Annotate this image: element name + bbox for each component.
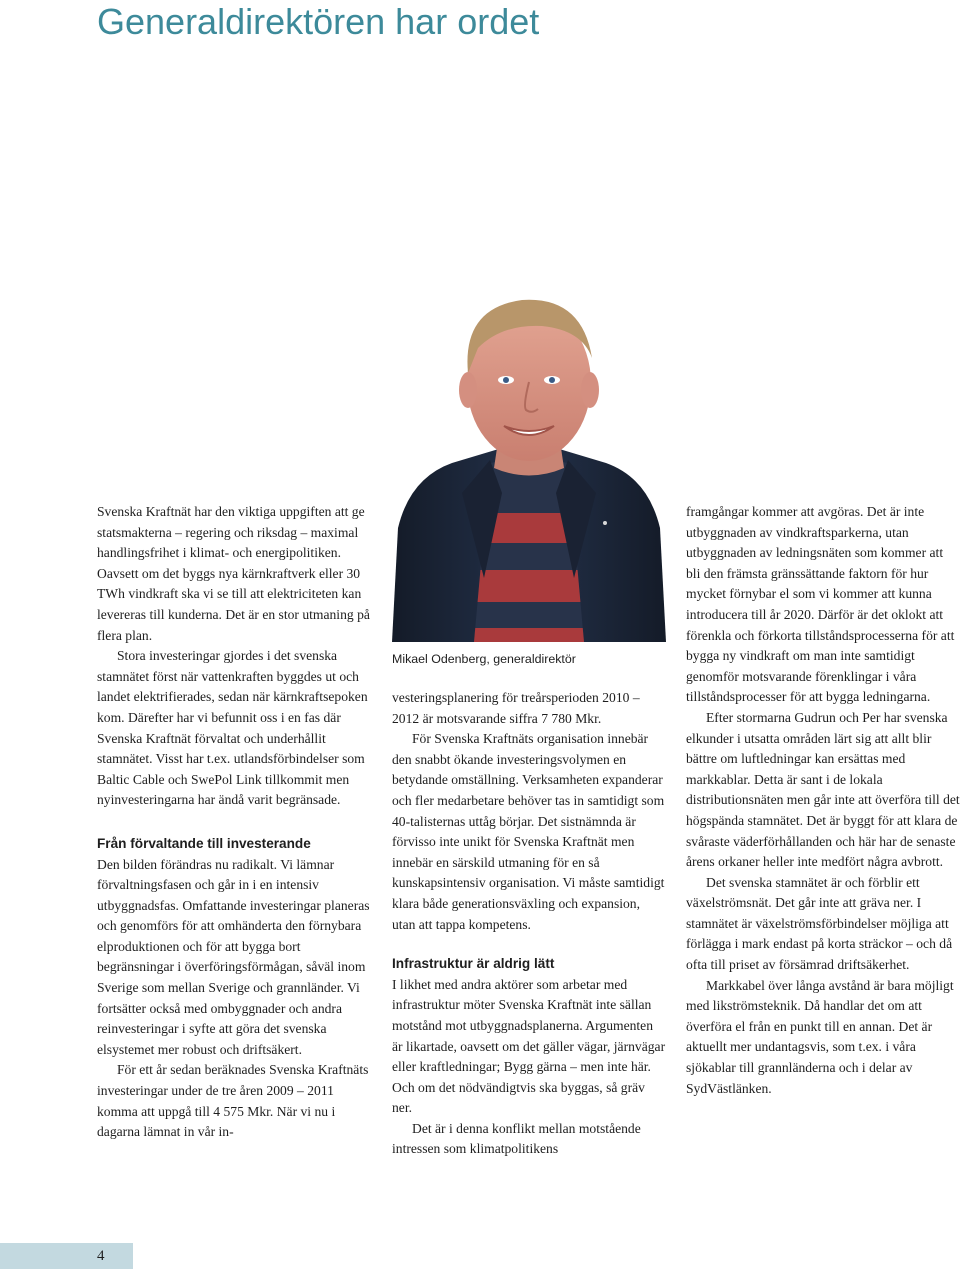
paragraph: Markkabel över långa avstånd är bara möjligt med likströmsteknik. Då handlar det om att överföra el från en punkt till en annan. Det är aktuellt mer undantagsvis, som t.ex. i våra sjökablar till grannländerna och i delar av SydVästlänken. — [686, 977, 954, 1096]
text-column-1 — [97, 502, 377, 1143]
section-heading: Från förvaltande till investerande — [97, 835, 311, 851]
page-title: Generaldirektören har ordet — [97, 1, 540, 42]
paragraph: För Svenska Kraftnäts organisation innebär den snabbt ökande investeringsvolymen en betydande omställning. Verksamheten expanderar och fler medarbetare behöver tas in samtidigt som 40-talisternas uttåg börjar. Det sistnämnda är förvisso inte unikt för Svenska Kraftnät men innebär en särskild utmaning för en så kunskapsintensiv organisation. Vi måste samtidigt klara både generationsväxling och expansion, utan att tappa kompetens. — [392, 731, 665, 932]
paragraph: vesteringsplanering för treårsperioden 2010 – 2012 är motsvarande siffra 7 780 Mkr. — [392, 690, 640, 726]
portrait-illustration — [392, 278, 666, 642]
paragraph: Svenska Kraftnät har den viktiga uppgiften att ge statsmakterna – regering och riksdag – maximal handlingsfrihet i klimat- och energipolitiken. Oavsett om det byggs nya kärnkraftverk eller 30 TWh vindkraft ska vi se till att elektriciteten kan levereras till kunderna. Det är en stor utmaning på flera plan. — [97, 504, 370, 643]
paragraph: Stora investeringar gjordes i det svenska stamnätet först när vattenkraften byggdes ut och landet elektrifierades, sedan när kärnkraftsepoken kom. Därefter har vi befunnit oss i en fas där Svenska Kraftnät förvaltat och underhållit stamnätet. Visst har t.ex. utlandsförbindelser som Baltic Cable och SwePol Link tillkommit men nyinvesteringarna har ändå varit begränsade. — [97, 648, 368, 808]
paragraph: Efter stormarna Gudrun och Per har svenska elkunder i utsatta områden lärt sig att allt blir bättre om luftledningar kan ersättas med markkablar. Detta är sant i de lokala distributionsnäten men går inte att överföra till det högspända stamnätet. Det är byggt för att klara de svåraste väderförhållanden och här har de senaste årens orkaner heller inte medfört några avbrott. — [686, 709, 960, 870]
page-number: 4 — [97, 1248, 105, 1264]
section-heading: Infrastruktur är aldrig lätt — [392, 956, 555, 972]
paragraph: Det är i denna konflikt mellan motstående intressen som klimatpolitikens — [392, 1120, 641, 1157]
paragraph: För ett år sedan beräknades Svenska Kraftnäts investeringar under de tre åren 2009 – 2011 komma att uppgå till 4 575 Mkr. När vi nu i dagarna lämnat in vår in- — [97, 1062, 369, 1140]
text-column-2 — [392, 688, 666, 1160]
paragraph: Den bilden förändras nu radikalt. Vi lämnar förvaltningsfasen och går in i en intensiv utbyggnadsfas. Omfattande investeringar planeras och genomförs för att omhänderta den förnybara elproduktionen och för att bygga bort begränsningar i överföringsförmågan, såväl inom Sverige som mellan Sverige och grannländer. Vi fortsätter också med ombyggnader och andra reinvesteringar i syfte att göra det svenska elsystemet mer robust och driftsäkert. — [97, 856, 370, 1057]
text-column-3 — [686, 502, 960, 1099]
photo-caption: Mikael Odenberg, generaldirektör — [392, 652, 576, 666]
paragraph: I likhet med andra aktörer som arbetar med infrastruktur möter Svenska Kraftnät inte sällan motstånd mot utbyggnadsplanerna. Argumenten är likartade, oavsett om det gäller vägar, järnvägar eller kraftledningar; Bygg gärna – men inte här. Och om det nödvändigtvis ska byggas, så gräv ner. — [392, 976, 666, 1116]
footer-bar — [0, 1243, 133, 1269]
paragraph: Det svenska stamnätet är och förblir ett växelströmsnät. Det går inte att gräva ner. I stamnätet är växelströmsförbindelser möjliga att förlägga i mark endast på korta sträckor – och då ofta till priset av försämrad driftsäkerhet. — [686, 874, 953, 973]
paragraph: framgångar kommer att avgöras. Det är inte utbyggnaden av vindkraftsparkerna, utan utbyggnaden av ledningsnäten som kommer att bli den främsta gränssättande faktorn för hur mycket förnybar el som vi kommer att kunna introducera till år 2020. Därför är det oklokt att förenkla och förkorta tillståndsprocesserna för att bygga ny vindkraft om man inte samtidigt genomför motsvarande förenklingar i våra tillståndsprocesser för att bygga ledningarna. — [686, 504, 955, 705]
portrait-photo — [392, 278, 666, 642]
